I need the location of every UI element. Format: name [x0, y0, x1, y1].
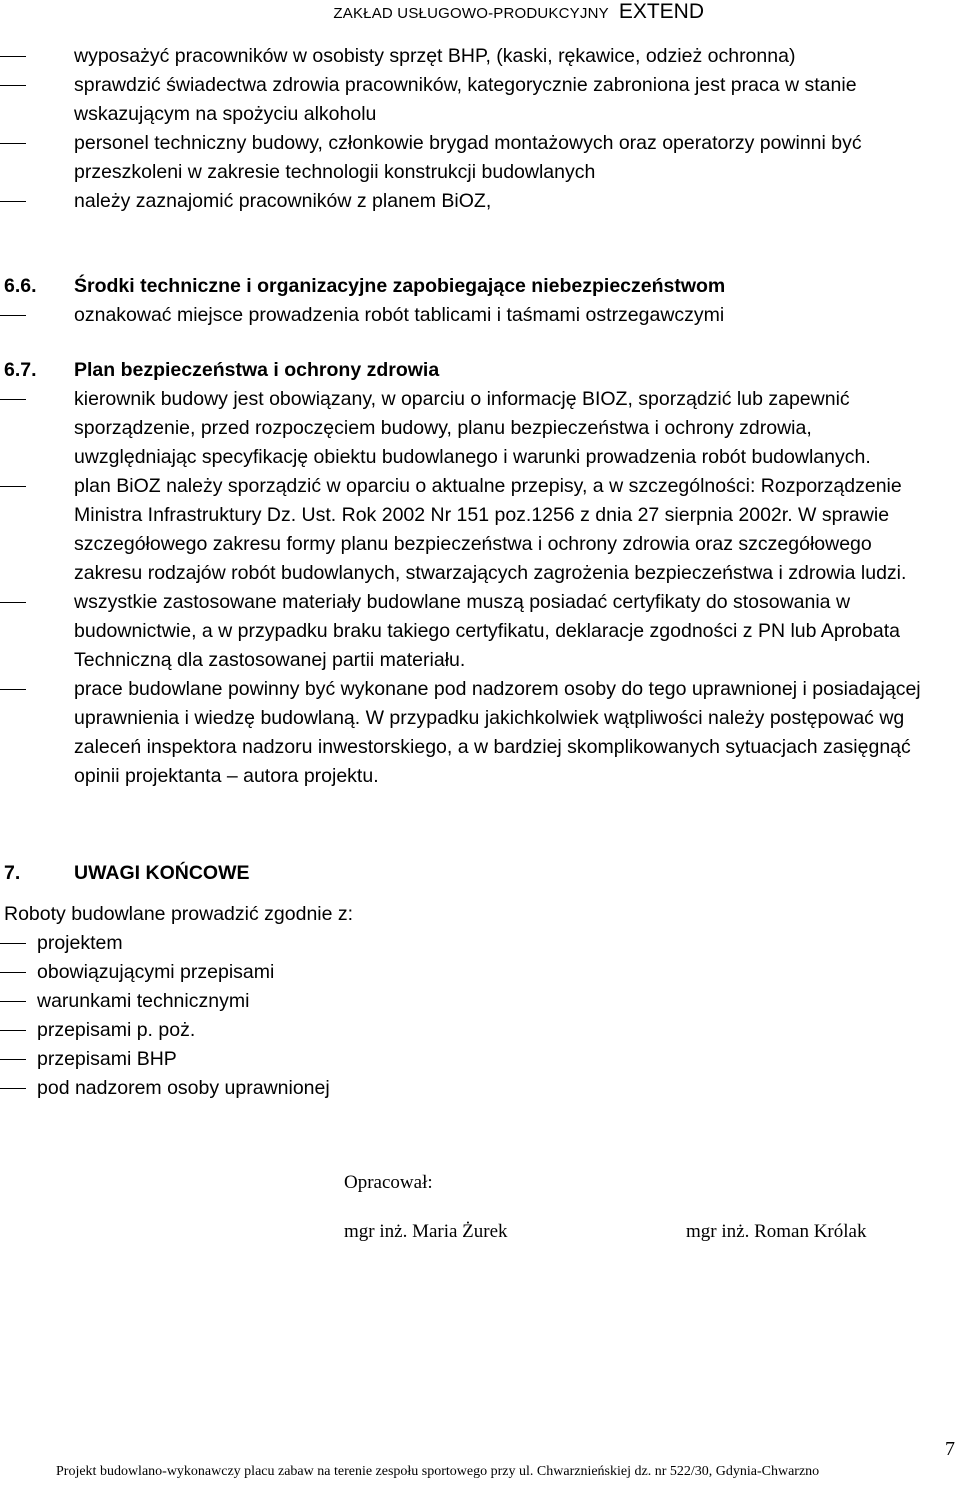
dash-bullet	[0, 602, 26, 603]
section-heading	[0, 356, 958, 385]
section-title: UWAGI KOŃCOWE	[74, 862, 250, 884]
dash-bullet	[0, 486, 26, 487]
section-6-6	[0, 272, 950, 330]
section-number: 7.	[4, 862, 21, 884]
dash-bullet	[0, 56, 26, 57]
page-number: 7	[945, 1438, 955, 1460]
list-item: kierownik budowy jest obowiązany, w oparciu o informację BIOZ, sporządzić lub zapewnić sporządzenie, przed rozpoczęciem budowy, planu bezpieczeństwa i ochrony zdrowia, uwzględniając specyfikację obiektu budowlanego i warunki prowadzenia robót budowlanych.	[0, 385, 958, 472]
dash-bullet	[0, 1088, 26, 1089]
list-item: należy zaznajomić pracowników z planem BiOZ,	[0, 187, 950, 216]
list-item: pod nadzorem osoby uprawnionej	[0, 1074, 950, 1103]
safety-list	[0, 42, 950, 216]
list-item: oznakować miejsce prowadzenia robót tablicami i taśmami ostrzegawczymi	[0, 301, 950, 330]
list-item: prace budowlane powinny być wykonane pod nadzorem osoby do tego uprawnionej i posiadającej uprawnienia i wiedzę budowlaną. W przypadku jakichkolwiek wątpliwości należy postępować wg zaleceń inspektora nadzoru inwestorskiego, a w bardziej skomplikowanych sytuacjach zasięgnąć opinii projektanta – autora projektu.	[0, 675, 958, 791]
company-brand: EXTEND	[618, 0, 704, 23]
dash-bullet	[0, 85, 26, 86]
list-item: wszystkie zastosowane materiały budowlane muszą posiadać certyfikaty do stosowania w budownictwie, a w przypadku braku takiego certyfikatu, deklaracje zgodności z PN lub Aprobata Techniczną dla zastosowanej partii materiału.	[0, 588, 958, 675]
author-signature: mgr inż. Roman Królak	[686, 1221, 867, 1242]
dash-bullet	[0, 143, 26, 144]
page-footer: Projekt budowlano-wykonawczy placu zabaw na terenie zespołu sportowego przy ul. Chwarznieńskiej dz. nr 522/30, Gdynia-Chwarzno	[56, 1464, 820, 1479]
dash-bullet	[0, 201, 26, 202]
list-item: przepisami p. poż.	[0, 1016, 950, 1045]
prepared-by-label: Opracował:	[344, 1172, 433, 1193]
dash-bullet	[0, 399, 26, 400]
section-number: 6.6.	[4, 275, 37, 297]
list-item: przepisami BHP	[0, 1045, 950, 1074]
section-title: Środki techniczne i organizacyjne zapobiegające niebezpieczeństwom	[74, 275, 726, 297]
list-item: warunkami technicznymi	[0, 987, 950, 1016]
section-6-7	[0, 356, 958, 791]
list-item: sprawdzić świadectwa zdrowia pracowników, kategorycznie zabroniona jest praca w stanie wskazującym na spożyciu alkoholu	[0, 71, 950, 129]
section-title: Plan bezpieczeństwa i ochrony zdrowia	[74, 359, 440, 381]
section-heading	[0, 272, 950, 301]
company-name: ZAKŁAD USŁUGOWO-PRODUKCYJNY	[333, 5, 609, 22]
dash-bullet	[0, 1001, 26, 1002]
list-item: projektem	[0, 929, 950, 958]
list-item: obowiązującymi przepisami	[0, 958, 950, 987]
dash-bullet	[0, 972, 26, 973]
page-header	[333, 0, 704, 23]
list-item: personel techniczny budowy, członkowie brygad montażowych oraz operatorzy powinni być przeszkoleni w zakresie technologii konstrukcji budowlanych	[0, 129, 950, 187]
dash-bullet	[0, 315, 26, 316]
dash-bullet	[0, 943, 26, 944]
dash-bullet	[0, 1059, 26, 1060]
section-number: 6.7.	[4, 359, 37, 381]
dash-bullet	[0, 1030, 26, 1031]
section-intro: Roboty budowlane prowadzić zgodnie z:	[4, 903, 354, 925]
list-item: plan BiOZ należy sporządzić w oparciu o aktualne przepisy, a w szczególności: Rozporządzenie Ministra Infrastruktury Dz. Ust. Rok 2002 Nr 151 poz.1256 z dnia 27 sierpnia 2002r. W sprawie szczegółowego zakresu formy planu bezpieczeństwa i ochrony zdrowia oraz szczegółowego zakresu rodzajów robót budowlanych, stwarzających zagrożenia bezpieczeństwa i zdrowia ludzi.	[0, 472, 958, 588]
list-item: wyposażyć pracowników w osobisty sprzęt BHP, (kaski, rękawice, odzież ochronna)	[0, 42, 950, 71]
section-heading	[0, 859, 950, 888]
author-signature: mgr inż. Maria Żurek	[344, 1221, 508, 1242]
dash-bullet	[0, 689, 26, 690]
section-7	[0, 859, 950, 1103]
